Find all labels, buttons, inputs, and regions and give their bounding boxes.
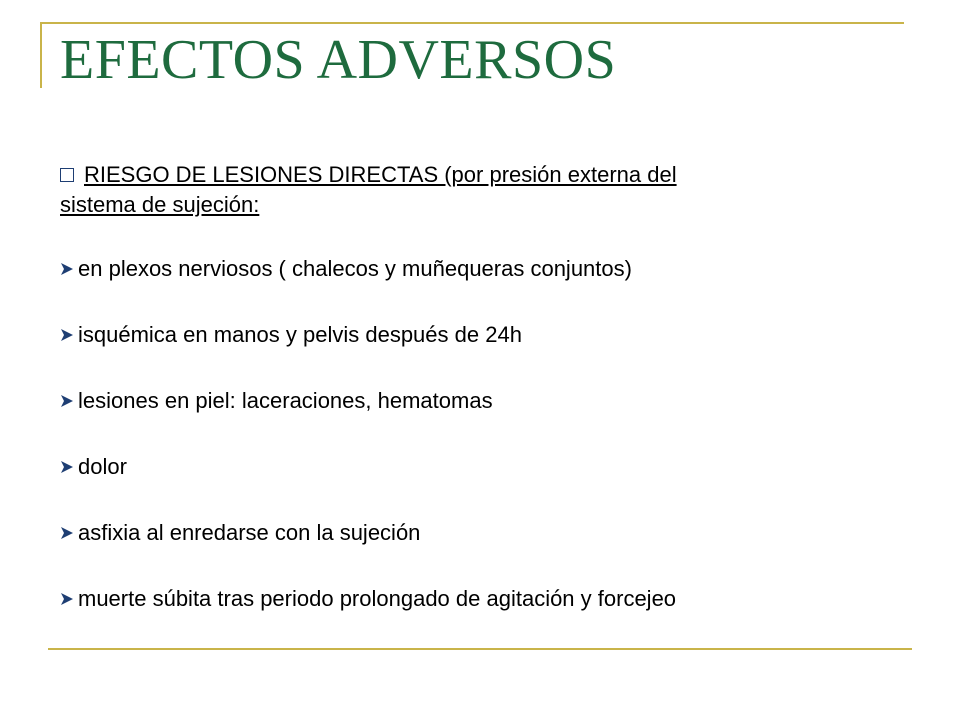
- arrowhead-bullet-icon: [60, 460, 74, 474]
- list-item-text: lesiones en piel: laceraciones, hematomas: [78, 388, 493, 413]
- square-bullet-icon: [60, 168, 74, 182]
- slide-title: EFECTOS ADVERSOS: [60, 29, 617, 91]
- list-item: [60, 518, 860, 548]
- list-item-text: muerte súbita tras periodo prolongado de agitación y forcejeo: [78, 586, 677, 611]
- list-item-text: isquémica en manos y pelvis después de 24h: [78, 322, 522, 347]
- list-item: [60, 320, 860, 350]
- list-item-text: asfixia al enredarse con la sujeción: [78, 520, 421, 545]
- section-heading: [60, 160, 860, 190]
- list-item-text: en plexos nerviosos ( chalecos y muñequeras conjuntos): [78, 256, 632, 281]
- section-heading-line1: RIESGO DE LESIONES DIRECTAS (por presión externa del: [84, 162, 677, 187]
- list-item-text: dolor: [78, 454, 127, 479]
- section-heading-continued: [60, 190, 860, 220]
- arrowhead-bullet-icon: [60, 592, 74, 606]
- frame-left-rule: [40, 22, 42, 88]
- arrowhead-bullet-icon: [60, 394, 74, 408]
- arrowhead-bullet-icon: [60, 526, 74, 540]
- slide-content: [60, 160, 860, 650]
- effects-list: [60, 254, 860, 614]
- list-item: [60, 452, 860, 482]
- list-item: [60, 584, 860, 614]
- section-heading-line2: sistema de sujeción:: [60, 192, 260, 217]
- arrowhead-bullet-icon: [60, 262, 74, 276]
- list-item: [60, 254, 860, 284]
- list-item: [60, 386, 860, 416]
- frame-top-rule: [40, 22, 904, 24]
- arrowhead-bullet-icon: [60, 328, 74, 342]
